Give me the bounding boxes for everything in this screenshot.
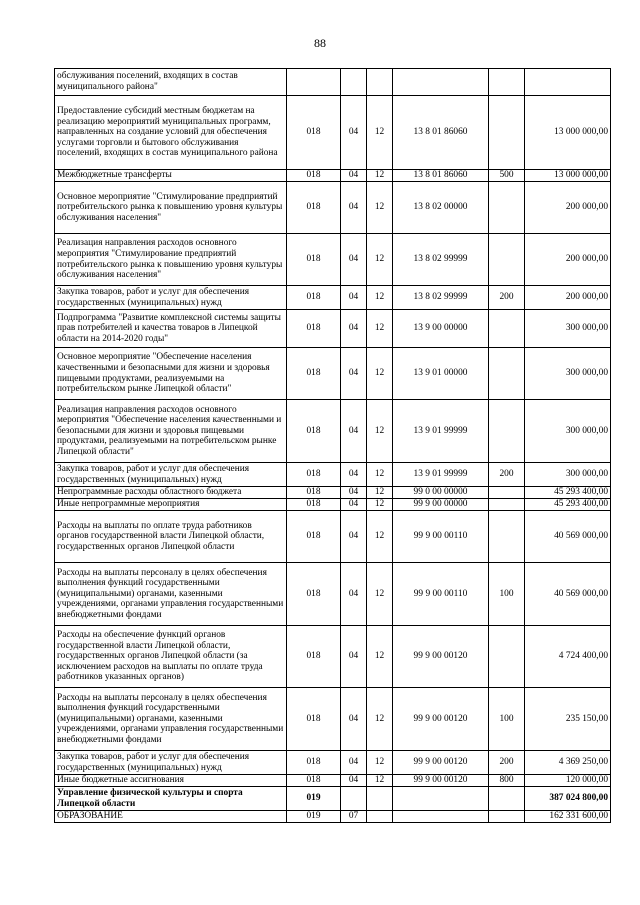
table-row <box>55 286 611 310</box>
expense-type-cell: 500 <box>489 170 525 182</box>
expense-name-cell: Управление физической культуры и спорта Липецкой области <box>55 787 287 811</box>
expense-name-cell: Реализация направления расходов основного мероприятия "Обеспечение населения качественными и безопасными для жизни и здоровья пищевыми продуктами, реализуемыми на потребительском рынке Липецкой области" <box>55 400 287 463</box>
target-article-cell <box>393 787 489 811</box>
subsection-code-cell: 12 <box>367 96 393 170</box>
target-article-cell: 99 9 00 00120 <box>393 626 489 688</box>
department-code-cell: 018 <box>287 463 341 487</box>
target-article-cell: 13 9 00 00000 <box>393 310 489 348</box>
table-row <box>55 688 611 751</box>
expense-type-cell <box>489 182 525 234</box>
subsection-code-cell: 12 <box>367 348 393 400</box>
target-article-cell: 99 9 00 00000 <box>393 499 489 511</box>
section-code-cell: 04 <box>341 400 367 463</box>
amount-cell: 200 000,00 <box>525 234 611 286</box>
target-article-cell <box>393 69 489 96</box>
section-code-cell: 04 <box>341 182 367 234</box>
expense-name-cell: Закупка товаров, работ и услуг для обеспечения государственных (муниципальных) нужд <box>55 463 287 487</box>
department-code-cell: 018 <box>287 182 341 234</box>
department-code-cell: 018 <box>287 499 341 511</box>
expense-type-cell <box>489 310 525 348</box>
table-row <box>55 775 611 787</box>
amount-cell <box>525 69 611 96</box>
subsection-code-cell: 12 <box>367 170 393 182</box>
amount-cell: 235 150,00 <box>525 688 611 751</box>
target-article-cell: 13 9 01 00000 <box>393 348 489 400</box>
table-row <box>55 563 611 626</box>
section-code-cell: 04 <box>341 348 367 400</box>
target-article-cell: 13 8 02 99999 <box>393 286 489 310</box>
amount-cell: 200 000,00 <box>525 182 611 234</box>
subsection-code-cell: 12 <box>367 487 393 499</box>
department-code-cell: 018 <box>287 348 341 400</box>
target-article-cell: 99 9 00 00120 <box>393 688 489 751</box>
target-article-cell: 99 9 00 00120 <box>393 775 489 787</box>
table-row <box>55 787 611 811</box>
department-code-cell: 018 <box>287 234 341 286</box>
department-code-cell: 018 <box>287 626 341 688</box>
table-row <box>55 511 611 563</box>
expense-name-cell: Закупка товаров, работ и услуг для обеспечения государственных (муниципальных) нужд <box>55 286 287 310</box>
expense-name-cell: Межбюджетные трансферты <box>55 170 287 182</box>
amount-cell: 200 000,00 <box>525 286 611 310</box>
section-code-cell: 04 <box>341 751 367 775</box>
table-row <box>55 170 611 182</box>
amount-cell: 40 569 000,00 <box>525 563 611 626</box>
section-code-cell: 04 <box>341 775 367 787</box>
table-row <box>55 348 611 400</box>
expense-name-cell: Расходы на обеспечение функций органов государственной власти Липецкой области, государственных органов Липецкой области (за исключением расходов на выплаты по оплате труда работников указанных органов) <box>55 626 287 688</box>
target-article-cell: 13 8 01 86060 <box>393 170 489 182</box>
expense-type-cell: 100 <box>489 688 525 751</box>
expense-name-cell: Иные бюджетные ассигнования <box>55 775 287 787</box>
section-code-cell <box>341 787 367 811</box>
expense-name-cell: обслуживания поселений, входящих в состав муниципального района" <box>55 69 287 96</box>
department-code-cell <box>287 69 341 96</box>
subsection-code-cell: 12 <box>367 182 393 234</box>
expense-type-cell <box>489 811 525 823</box>
expense-name-cell: Расходы на выплаты по оплате труда работников органов государственной власти Липецкой области, государственных органов Липецкой области <box>55 511 287 563</box>
subsection-code-cell: 12 <box>367 511 393 563</box>
section-code-cell: 04 <box>341 96 367 170</box>
section-code-cell: 04 <box>341 310 367 348</box>
expense-type-cell <box>489 787 525 811</box>
expense-type-cell: 200 <box>489 751 525 775</box>
section-code-cell: 04 <box>341 499 367 511</box>
expense-name-cell: Основное мероприятие "Обеспечение населения качественными и безопасными для жизни и здоровья пищевыми продуктами, реализуемыми на потребительском рынке Липецкой области" <box>55 348 287 400</box>
expense-name-cell: Предоставление субсидий местным бюджетам на реализацию мероприятий муниципальных программ, направленных на создание условий для обеспечения услугами торговли и бытового обслуживания поселений, входящих в состав муниципального района <box>55 96 287 170</box>
department-code-cell: 018 <box>287 286 341 310</box>
subsection-code-cell: 12 <box>367 463 393 487</box>
target-article-cell <box>393 811 489 823</box>
target-article-cell: 13 9 01 99999 <box>393 400 489 463</box>
target-article-cell: 99 9 00 00120 <box>393 751 489 775</box>
amount-cell: 300 000,00 <box>525 463 611 487</box>
expense-type-cell: 200 <box>489 463 525 487</box>
amount-cell: 13 000 000,00 <box>525 170 611 182</box>
expense-name-cell: Подпрограмма "Развитие комплексной системы защиты прав потребителей и качества товаров в Липецкой области на 2014-2020 годы" <box>55 310 287 348</box>
target-article-cell: 99 9 00 00110 <box>393 511 489 563</box>
department-code-cell: 018 <box>287 688 341 751</box>
target-article-cell: 13 8 02 00000 <box>393 182 489 234</box>
subsection-code-cell: 12 <box>367 751 393 775</box>
expense-type-cell <box>489 511 525 563</box>
amount-cell: 45 293 400,00 <box>525 487 611 499</box>
expense-type-cell <box>489 626 525 688</box>
subsection-code-cell: 12 <box>367 626 393 688</box>
amount-cell: 4 369 250,00 <box>525 751 611 775</box>
subsection-code-cell: 12 <box>367 499 393 511</box>
expense-name-cell: Иные непрограммные мероприятия <box>55 499 287 511</box>
expense-type-cell <box>489 234 525 286</box>
department-code-cell: 018 <box>287 96 341 170</box>
department-code-cell: 019 <box>287 787 341 811</box>
amount-cell: 300 000,00 <box>525 400 611 463</box>
table-row <box>55 626 611 688</box>
expense-name-cell: Расходы на выплаты персоналу в целях обеспечения выполнения функций государственными (муниципальными) органами, казенными учреждениями, органами управления государственными внебюджетными фондами <box>55 688 287 751</box>
section-code-cell <box>341 69 367 96</box>
expense-type-cell: 200 <box>489 286 525 310</box>
table-row <box>55 463 611 487</box>
department-code-cell: 019 <box>287 811 341 823</box>
target-article-cell: 13 9 01 99999 <box>393 463 489 487</box>
expense-type-cell <box>489 499 525 511</box>
department-code-cell: 018 <box>287 400 341 463</box>
subsection-code-cell <box>367 69 393 96</box>
expense-name-cell: Закупка товаров, работ и услуг для обеспечения государственных (муниципальных) нужд <box>55 751 287 775</box>
expense-type-cell: 800 <box>489 775 525 787</box>
expense-type-cell <box>489 348 525 400</box>
subsection-code-cell: 12 <box>367 775 393 787</box>
expense-type-cell: 100 <box>489 563 525 626</box>
table-row <box>55 69 611 96</box>
department-code-cell: 018 <box>287 170 341 182</box>
section-code-cell: 04 <box>341 563 367 626</box>
expense-type-cell <box>489 96 525 170</box>
amount-cell: 120 000,00 <box>525 775 611 787</box>
amount-cell: 13 000 000,00 <box>525 96 611 170</box>
target-article-cell: 99 0 00 00000 <box>393 487 489 499</box>
expense-type-cell <box>489 69 525 96</box>
expense-name-cell: Расходы на выплаты персоналу в целях обеспечения выполнения функций государственными (муниципальными) органами, казенными учреждениями, органами управления государственными внебюджетными фондами <box>55 563 287 626</box>
subsection-code-cell: 12 <box>367 688 393 751</box>
section-code-cell: 04 <box>341 487 367 499</box>
table-body <box>55 69 611 823</box>
section-code-cell: 04 <box>341 170 367 182</box>
amount-cell: 4 724 400,00 <box>525 626 611 688</box>
table-row <box>55 400 611 463</box>
expense-type-cell <box>489 400 525 463</box>
department-code-cell: 018 <box>287 775 341 787</box>
amount-cell: 40 569 000,00 <box>525 511 611 563</box>
table-row <box>55 811 611 823</box>
subsection-code-cell: 12 <box>367 563 393 626</box>
table-row <box>55 751 611 775</box>
section-code-cell: 04 <box>341 688 367 751</box>
table-row <box>55 96 611 170</box>
target-article-cell: 99 9 00 00110 <box>393 563 489 626</box>
expense-type-cell <box>489 487 525 499</box>
expense-name-cell: ОБРАЗОВАНИЕ <box>55 811 287 823</box>
table-row <box>55 487 611 499</box>
subsection-code-cell <box>367 811 393 823</box>
expense-name-cell: Непрограммные расходы областного бюджета <box>55 487 287 499</box>
table-row <box>55 234 611 286</box>
table-row <box>55 310 611 348</box>
department-code-cell: 018 <box>287 511 341 563</box>
section-code-cell: 04 <box>341 511 367 563</box>
page-number: 88 <box>314 36 326 50</box>
section-code-cell: 04 <box>341 626 367 688</box>
section-code-cell: 04 <box>341 463 367 487</box>
department-code-cell: 018 <box>287 563 341 626</box>
department-code-cell: 018 <box>287 310 341 348</box>
expense-name-cell: Основное мероприятие "Стимулирование предприятий потребительского рынка к повышению уровня культуры обслуживания населения" <box>55 182 287 234</box>
table-row <box>55 499 611 511</box>
subsection-code-cell: 12 <box>367 234 393 286</box>
department-code-cell: 018 <box>287 487 341 499</box>
amount-cell: 300 000,00 <box>525 310 611 348</box>
department-code-cell: 018 <box>287 751 341 775</box>
section-code-cell: 07 <box>341 811 367 823</box>
section-code-cell: 04 <box>341 234 367 286</box>
target-article-cell: 13 8 02 99999 <box>393 234 489 286</box>
amount-cell: 162 331 600,00 <box>525 811 611 823</box>
amount-cell: 300 000,00 <box>525 348 611 400</box>
budget-table <box>54 68 611 823</box>
table-row <box>55 182 611 234</box>
subsection-code-cell: 12 <box>367 286 393 310</box>
subsection-code-cell <box>367 787 393 811</box>
section-code-cell: 04 <box>341 286 367 310</box>
subsection-code-cell: 12 <box>367 310 393 348</box>
subsection-code-cell: 12 <box>367 400 393 463</box>
amount-cell: 387 024 800,00 <box>525 787 611 811</box>
target-article-cell: 13 8 01 86060 <box>393 96 489 170</box>
expense-name-cell: Реализация направления расходов основного мероприятия "Стимулирование предприятий потребительского рынка к повышению уровня культуры обслуживания населения" <box>55 234 287 286</box>
amount-cell: 45 293 400,00 <box>525 499 611 511</box>
